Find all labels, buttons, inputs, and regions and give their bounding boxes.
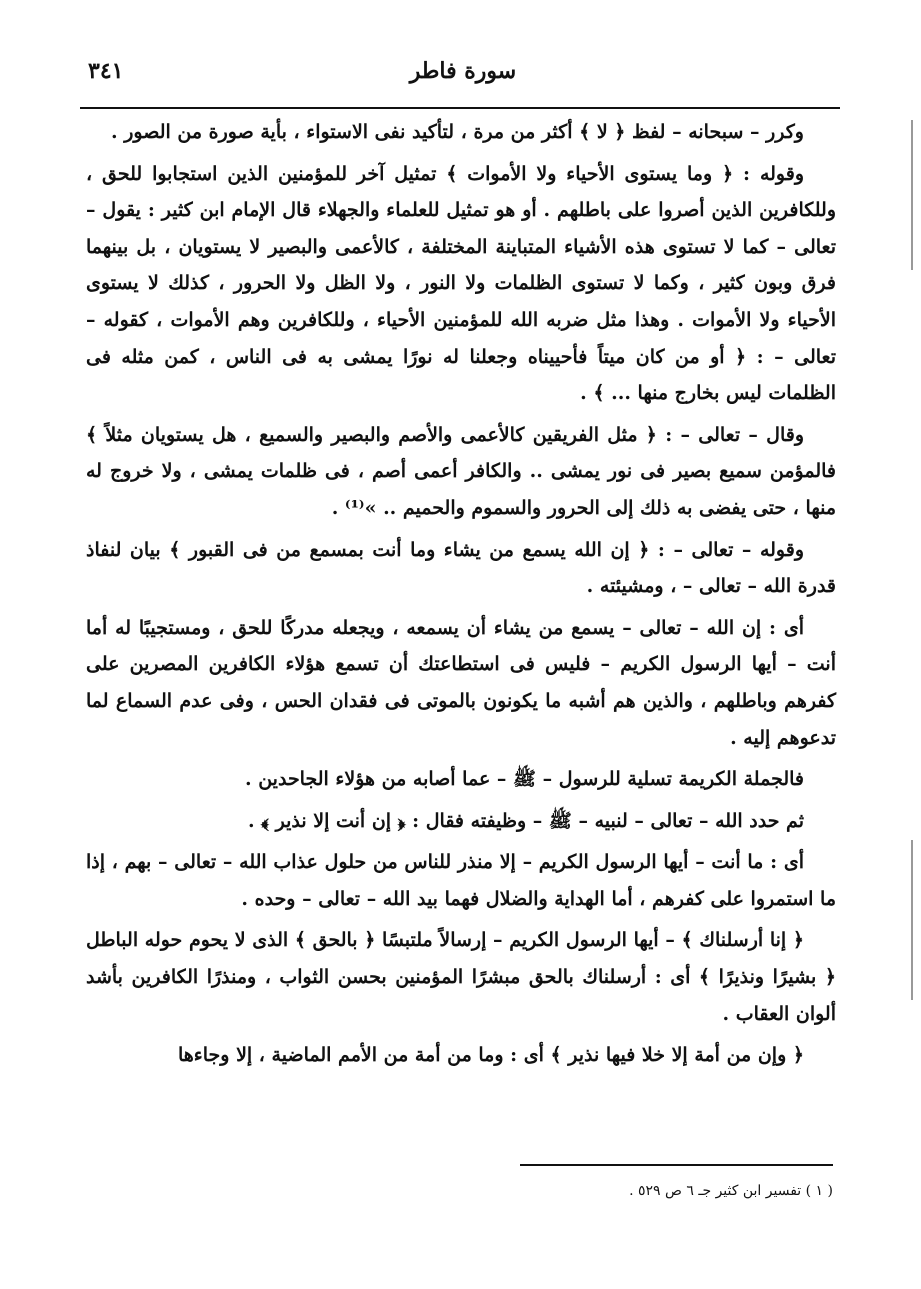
page-edge-mark <box>911 120 913 270</box>
page-edge-mark <box>911 840 913 1000</box>
paragraph: وقال – تعالى – : ﴿ مثل الفريقين كالأعمى والأصم والبصير والسميع ، هل يستويان مثلاً ﴾ فالمؤمن سميع بصير فى نور يمشى .. والكافر أعمى أصم ، فى ظلمات يمشى ، ولا خروج له منها ، حتى يفضى به ذلك إلى الحرور والسموم والحميم .. »⁽¹⁾ . <box>86 423 836 519</box>
paragraph: أى : إن الله – تعالى – يسمع من يشاء أن يسمعه ، ويجعله مدركًا للحق ، ومستجيبًا له أما أنت – أيها الرسول الكريم – فليس فى استطاعتك أن تسمع هؤلاء الكافرين المصرين على كفرهم وباطلهم ، والذين هم أشبه ما يكونون بالموتى فى فقدان الحس ، وفى عدم السماع لما تدعوهم إليه . <box>86 616 836 749</box>
page-number: ٣٤١ <box>88 58 124 84</box>
footnote: ( ١ ) تفسير ابن كثير جـ ٦ ص ٥٢٩ . <box>629 1183 833 1199</box>
paragraph: ﴿ وإن من أمة إلا خلا فيها نذير ﴾ أى : وما من أمة من الأمم الماضية ، إلا وجاءها <box>178 1044 804 1067</box>
paragraph: أى : ما أنت – أيها الرسول الكريم – إلا منذر للناس من حلول عذاب الله – تعالى – بهم ، إذا ما استمروا على كفرهم ، أما الهداية والضلال فهما بيد الله – تعالى – وحده . <box>86 851 836 910</box>
paragraph: وكرر – سبحانه – لفظ ﴿ لا ﴾ أكثر من مرة ، لتأكيد نفى الاستواء ، بأية صورة من الصور . <box>111 121 804 143</box>
paragraph: وقوله : ﴿ وما يستوى الأحياء ولا الأموات ﴾ تمثيل آخر للمؤمنين الذين استجابوا للحق ، وللكافرين الذين أصروا على باطلهم . أو هو تمثيل للعلماء والجهلاء قال الإمام ابن كثير : يقول – تعالى – كما لا تستوى هذه الأشياء المتباينة المختلفة ، كالأعمى والبصير لا يستويان ، بل بينهما فرق وبون كثير ، وكما لا تستوى الظلمات ولا النور ، ولا الظل ولا الحرور ، كذلك لا يستوى الأحياء ولا الأموات . وهذا مثل ضربه الله للمؤمنين الأحياء ، وللكافرين وهم الأموات ، كقوله – تعالى – : ﴿ أو من كان ميتاً فأحييناه وجعلنا له نورًا يمشى به فى الناس ، كمن مثله فى الظلمات ليس بخارج منها ... ﴾ . <box>86 162 836 405</box>
paragraph: وقوله – تعالى – : ﴿ إن الله يسمع من يشاء وما أنت بمسمع من فى القبور ﴾ بيان لنفاذ قدرة الله – تعالى – ، ومشيئته . <box>86 538 836 598</box>
running-title: سورة فاطر <box>409 58 517 84</box>
paragraph: ﴿ إنا أرسلناك ﴾ – أيها الرسول الكريم – إرسالاً ملتبسًا ﴿ بالحق ﴾ الذى لا يحوم حوله الباطل ﴿ بشيرًا ونذيرًا ﴾ أى : أرسلناك بالحق مبشرًا المؤمنين بحسن الثواب ، ومنذرًا الكافرين بأشد ألوان العقاب . <box>86 929 836 1025</box>
main-text <box>86 114 836 1079</box>
paragraph: فالجملة الكريمة تسلية للرسول – ﷺ – عما أصابه من هؤلاء الجاحدين . <box>244 768 804 791</box>
paragraph: ثم حدد الله – تعالى – لنبيه – ﷺ – وظيفته فقال : ﴿ إن أنت إلا نذير ﴾ . <box>247 809 804 832</box>
header-divider <box>80 107 840 109</box>
footnote-divider <box>520 1164 833 1166</box>
page-header <box>88 52 838 96</box>
